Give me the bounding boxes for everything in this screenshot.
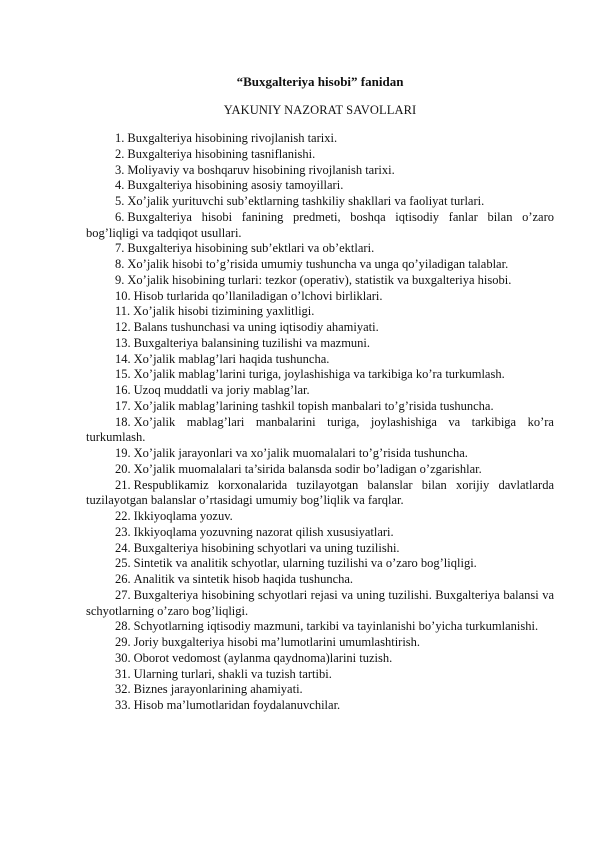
question-item: [86, 352, 554, 368]
question-item: [86, 178, 554, 194]
question-item: [86, 257, 554, 273]
question-text: Moliyaviy va boshqaruv hisobining rivojlanish tarixi.: [127, 162, 395, 177]
document-title: “Buxgalteriya hisobi” fanidan: [236, 74, 404, 89]
question-item: [86, 572, 554, 588]
question-number: 3.: [115, 162, 125, 177]
question-text: Buxgalteriya hisobining sub’ektlari va ob’ektlari.: [127, 241, 375, 256]
question-text: Buxgalteriya balansining tuzilishi va mazmuni.: [133, 335, 371, 350]
question-list: [86, 131, 554, 714]
question-text: Xo’jalik muomalalari ta’sirida balansda sodir bo’ladigan o’zgarishlar.: [133, 461, 482, 476]
question-item: [86, 541, 554, 557]
question-text: Buxgalteriya hisobining rivojlanish tarixi.: [127, 131, 338, 145]
document-page: [86, 74, 554, 714]
question-number: 13.: [115, 335, 131, 350]
question-item: [86, 698, 554, 714]
question-item: [86, 210, 554, 242]
question-text: Hisob ma’lumotlaridan foydalanuvchilar.: [133, 698, 341, 712]
question-item: [86, 651, 554, 667]
question-number: 31.: [115, 666, 131, 681]
question-item: [86, 478, 554, 510]
question-number: 9.: [115, 272, 125, 287]
question-item: [86, 289, 554, 305]
question-number: 32.: [115, 682, 131, 697]
question-text: Buxgalteriya hisobining schyotlari rejasi va uning tuzilishi. Buxgalteriya balansi va schyotlarning o’zaro bog’liqligi.: [86, 587, 554, 618]
question-item: [86, 336, 554, 352]
question-item: [86, 320, 554, 336]
question-item: [86, 635, 554, 651]
question-text: Xo’jalik jarayonlari va xo’jalik muomalalari to’g’risida tushuncha.: [133, 446, 468, 460]
question-item: [86, 667, 554, 683]
question-number: 20.: [115, 461, 131, 476]
question-text: Xo’jalik yurituvchi sub’ektlarning tashkiliy shakllari va faoliyat turlari.: [127, 194, 485, 208]
question-text: Ikkiyoqlama yozuvning nazorat qilish xususiyatlari.: [133, 524, 394, 539]
question-item: [86, 273, 554, 289]
question-item: [86, 304, 554, 320]
question-number: 30.: [115, 650, 131, 665]
question-number: 16.: [115, 383, 131, 397]
question-number: 15.: [115, 367, 131, 382]
question-number: 7.: [115, 241, 125, 256]
question-item: [86, 525, 554, 541]
question-number: 25.: [115, 556, 131, 571]
question-text: Schyotlarning iqtisodiy mazmuni, tarkibi va tayinlanishi bo’yicha turkumlanishi.: [133, 619, 539, 634]
question-number: 8.: [115, 257, 125, 271]
question-number: 12.: [115, 320, 131, 334]
question-number: 2.: [115, 146, 125, 161]
question-text: Xo’jalik mablag’lari manbalarini turiga, joylashishiga va tarkibiga ko’ra turkumlash.: [86, 414, 554, 445]
question-text: Biznes jarayonlarining ahamiyati.: [133, 682, 303, 697]
question-number: 5.: [115, 194, 125, 208]
question-text: Xo’jalik hisobi to’g’risida umumiy tushuncha va unga qo’yiladigan talablar.: [127, 257, 509, 271]
question-item: [86, 588, 554, 620]
question-number: 19.: [115, 446, 131, 460]
question-item: [86, 147, 554, 163]
question-number: 14.: [115, 351, 131, 366]
question-number: 1.: [115, 131, 125, 145]
question-item: [86, 241, 554, 257]
question-item: [86, 194, 554, 210]
question-number: 4.: [115, 178, 125, 193]
question-number: 17.: [115, 398, 131, 413]
question-item: [86, 556, 554, 572]
question-text: Buxgalteriya hisobi fanining predmeti, boshqa iqtisodiy fanlar bilan o’zaro bog’liqligi va tadqiqot usullari.: [86, 209, 554, 240]
question-text: Buxgalteriya hisobining asosiy tamoyillari.: [127, 178, 344, 193]
question-number: 18.: [115, 414, 131, 429]
question-number: 27.: [115, 587, 131, 602]
question-number: 28.: [115, 619, 131, 634]
question-text: Xo’jalik hisobi tizimining yaxlitligi.: [133, 304, 315, 319]
document-subtitle: YAKUNIY NAZORAT SAVOLLARI: [223, 103, 417, 117]
question-text: Hisob turlarida qo’llaniladigan o’lchovi birliklari.: [133, 288, 383, 303]
question-item: [86, 399, 554, 415]
question-item: [86, 462, 554, 478]
question-text: Ularning turlari, shakli va tuzish tartibi.: [133, 666, 332, 681]
question-text: Balans tushunchasi va uning iqtisodiy ahamiyati.: [133, 320, 379, 334]
question-number: 23.: [115, 524, 131, 539]
question-item: [86, 682, 554, 698]
question-text: Sintetik va analitik schyotlar, ularning tuzilishi va o’zaro bog’liqligi.: [133, 556, 477, 571]
question-number: 22.: [115, 509, 131, 523]
question-number: 11.: [115, 304, 131, 319]
question-item: [86, 383, 554, 399]
question-item: [86, 367, 554, 383]
question-number: 29.: [115, 635, 131, 649]
question-item: [86, 446, 554, 462]
question-text: Ikkiyoqlama yozuv.: [133, 509, 233, 523]
question-text: Respublikamiz korxonalarida tuzilayotgan balanslar bilan xorijiy davlatlarda tuzilayotgan balanslar o’rtasidagi umumiy bog’liqlik va farqlar.: [86, 477, 554, 508]
question-text: Oborot vedomost (aylanma qaydnoma)larini tuzish.: [133, 650, 393, 665]
question-text: Xo’jalik mablag’lari haqida tushuncha.: [133, 351, 330, 366]
question-number: 6.: [115, 209, 125, 224]
question-item: [86, 619, 554, 635]
question-number: 33.: [115, 698, 131, 712]
question-number: 26.: [115, 572, 131, 586]
question-text: Buxgalteriya hisobining schyotlari va uning tuzilishi.: [133, 540, 400, 555]
question-number: 10.: [115, 288, 131, 303]
question-item: [86, 163, 554, 179]
question-text: Joriy buxgalteriya hisobi ma’lumotlarini umumlashtirish.: [133, 635, 421, 649]
question-item: [86, 131, 554, 147]
question-number: 21.: [115, 477, 131, 492]
question-item: [86, 415, 554, 447]
question-text: Buxgalteriya hisobining tasniflanishi.: [127, 146, 316, 161]
question-number: 24.: [115, 540, 131, 555]
question-text: Xo’jalik mablag’larining tashkil topish manbalari to’g’risida tushuncha.: [133, 398, 494, 413]
question-text: Xo’jalik hisobining turlari: tezkor (operativ), statistik va buxgalteriya hisobi.: [127, 272, 512, 287]
question-text: Xo’jalik mablag’larini turiga, joylashishiga va tarkibiga ko’ra turkumlash.: [133, 367, 505, 382]
question-text: Analitik va sintetik hisob haqida tushuncha.: [133, 572, 354, 586]
question-text: Uzoq muddatli va joriy mablag’lar.: [133, 383, 310, 397]
question-item: [86, 509, 554, 525]
